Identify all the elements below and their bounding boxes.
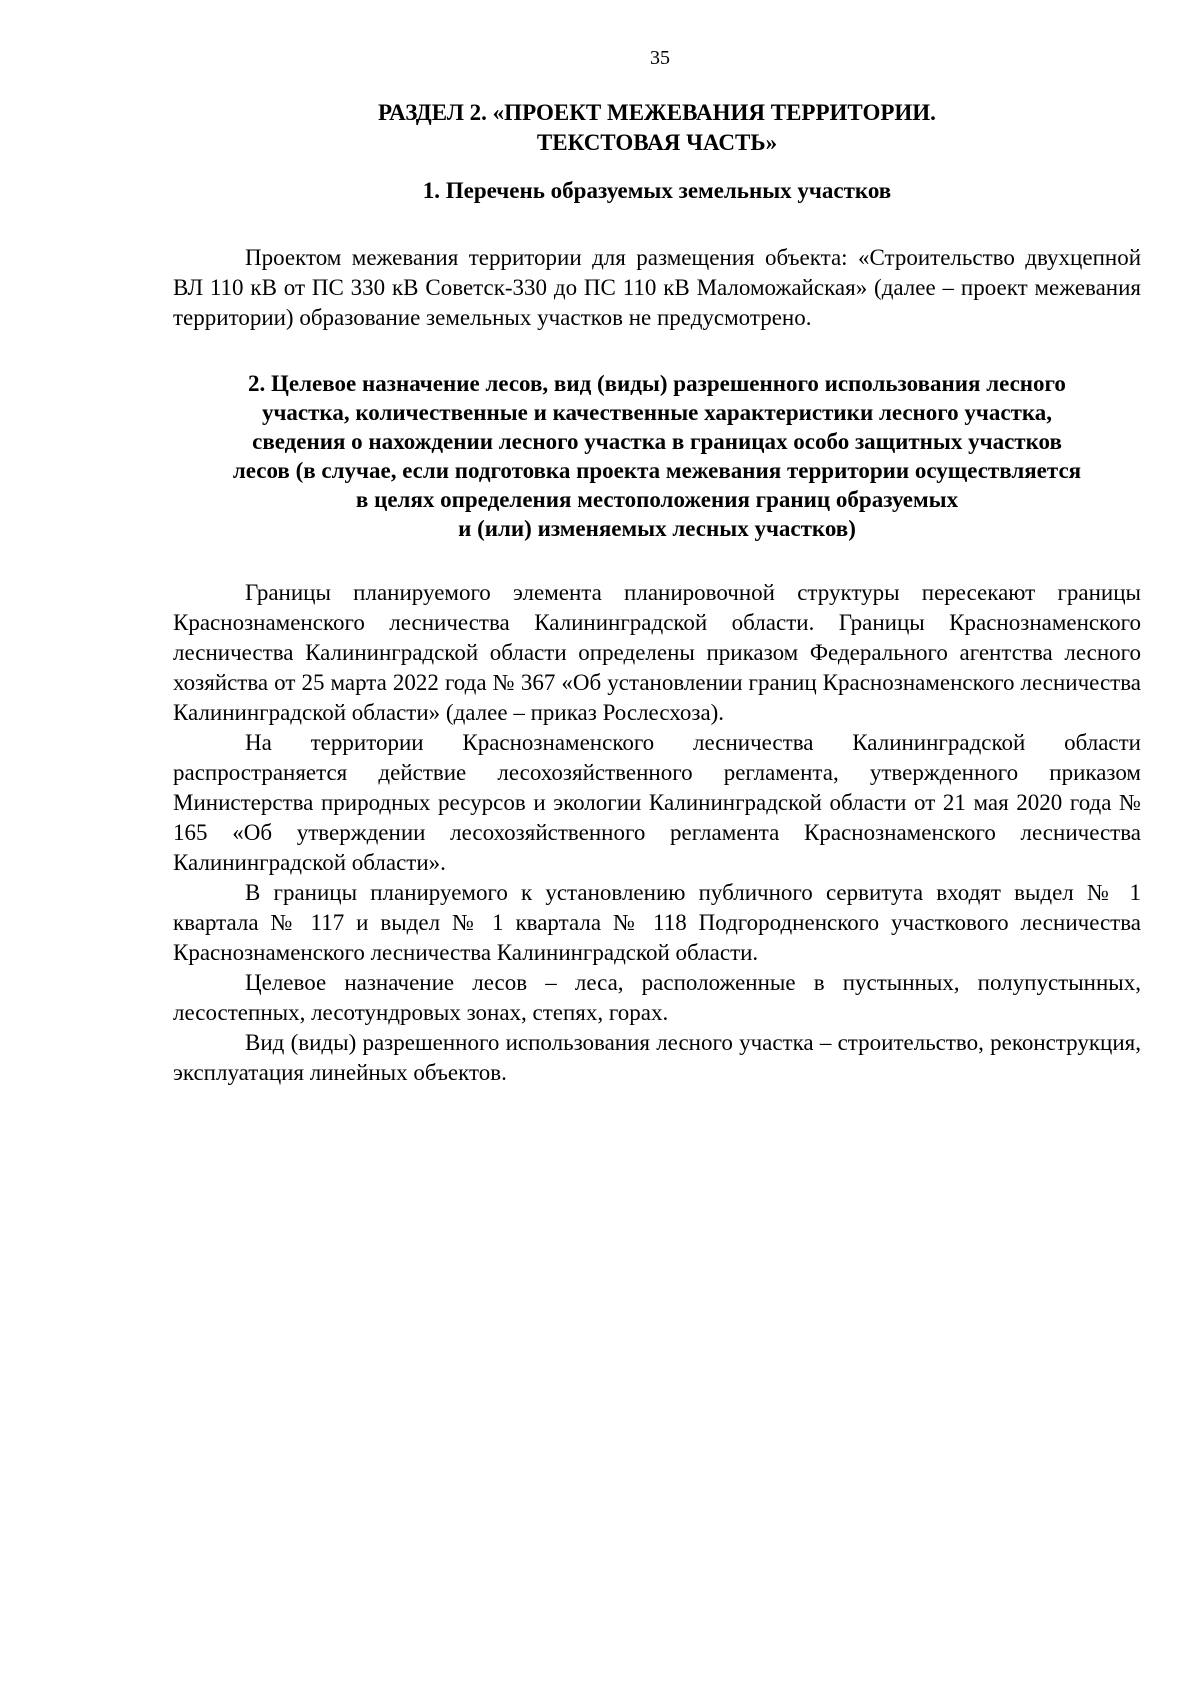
page-content [173,98,1141,1088]
section-title [173,98,1141,158]
paragraph-land-plots: Проектом межевания территории для размещения объекта: «Строительство двухцепной ВЛ 110 кВ от ПС 330 кВ Советск-330 до ПС 110 кВ Маломожайская» (далее – проект межевания территории) образование земельных участков не предусмотрено. [173,245,1141,330]
heading-forest-purpose-line-6: и (или) изменяемых лесных участков) [458,516,856,541]
paragraph-forest-purpose: Целевое назначение лесов – леса, расположенные в пустынных, полупустынных, лесостепных, лесотундровых зонах, степях, горах. [173,970,1141,1025]
heading-forest-purpose-line-5: в целях определения местоположения границ образуемых [355,487,959,512]
heading-forest-purpose-line-3: сведения о нахождении лесного участка в границах особо защитных участков [252,429,1062,454]
heading-land-plots-list: 1. Перечень образуемых земельных участков [422,178,892,203]
paragraph-forestry-boundaries: Границы планируемого элемента планировочной структуры пересекают границы Краснознаменского лесничества Калининградской области. Границы Краснознаменского лесничества Калининградской области определены приказом Федерального агентства лесного хозяйства от 25 марта 2022 года № 367 «Об установлении границ Краснознаменского лесничества Калининградской области» (далее – приказ Рослесхоза). [173,580,1141,725]
paragraph-permitted-use: Вид (виды) разрешенного использования лесного участка – строительство, реконструкция, эксплуатация линейных объектов. [173,1030,1141,1085]
heading-forest-purpose-line-4: лесов (в случае, если подготовка проекта межевания территории осуществляется [232,458,1082,483]
paragraph-servitude-plots: В границы планируемого к установлению публичного сервитута входят выдел № 1 квартала № 117 и выдел № 1 квартала № 118 Подгородненского участкового лесничества Краснознаменского лесничества Калининградской области. [173,880,1141,965]
page-number: 35 [650,47,670,69]
heading-forest-purpose [173,369,1141,543]
heading-forest-purpose-line-1: 2. Целевое назначение лесов, вид (виды) разрешенного использования лесного [248,371,1066,396]
heading-forest-purpose-line-2: участка, количественные и качественные характеристики лесного участка, [261,400,1053,425]
paragraph-forestry-regulation: На территории Краснознаменского лесничества Калининградской области распространяется действие лесохозяйственного регламента, утвержденного приказом Министерства природных ресурсов и экологии Калининградской области от 21 мая 2020 года № 165 «Об утверждении лесохозяйственного регламента Краснознаменского лесничества Калининградской области». [173,730,1141,875]
section-title-line-2: ТЕКСТОВАЯ ЧАСТЬ» [536,130,778,155]
section-title-line-1: РАЗДЕЛ 2. «ПРОЕКТ МЕЖЕВАНИЯ ТЕРРИТОРИИ. [378,100,936,125]
